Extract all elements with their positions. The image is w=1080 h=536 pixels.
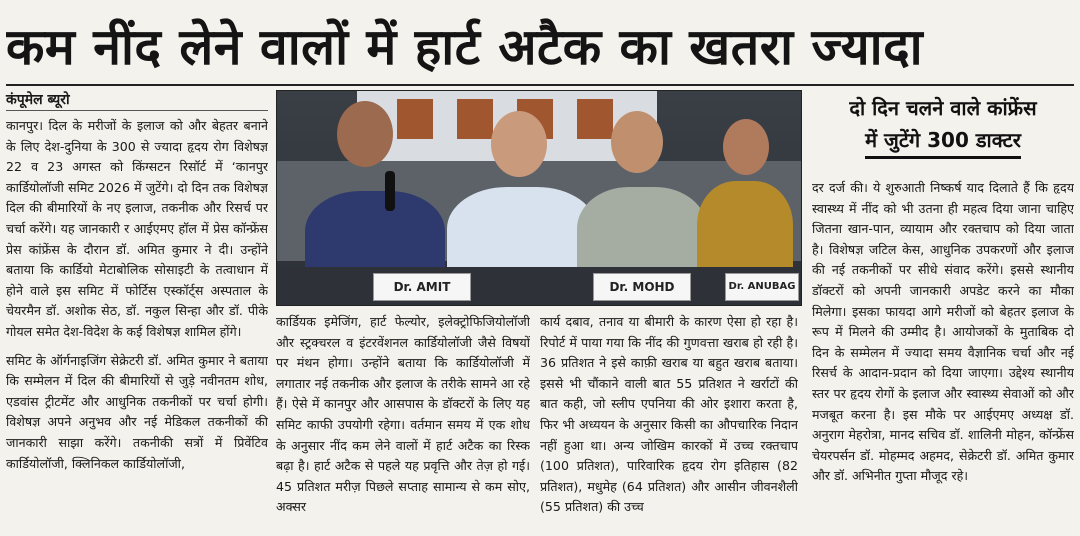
nameplate: Dr. MOHD [593, 273, 691, 301]
article-column-3 [540, 312, 798, 524]
paragraph: समिट के ऑर्गनाइजिंग सेक्रेटरी डॉ. अमित कुमार ने बताया कि सम्मेलन में दिल की बीमारियों से जुड़े नवीनतम शोध, एडवांस ट्रीटमेंट और आधुनिक तकनीकों पर चर्चा होगी। विशेषज्ञ अपने अनुभव और नई मेडिकल तकनीकों की जानकारी साझा करेंगे। तकनीकी सत्रों में प्रिवेंटिव कार्डियोलॉजी, क्लिनिकल कार्डियोलॉजी, [6, 352, 268, 471]
paragraph: कार्य दबाव, तनाव या बीमारी के कारण ऐसा हो रहा है। रिपोर्ट में पाया गया कि नींद की गुणवत्ता खराब हो रही है। 36 प्रतिशत ने इसे काफ़ी खराब या बहुत खराब बताया। इससे भी चौंकाने वाली बात 55 प्रतिशत ने खर्राटों की बात कही, जो स्लीप एपनिया की ओर इशारा करता है, फिर भी अध्ययन के अनुसार किसी का औपचारिक निदान नहीं हुआ था। अन्य जोखिम कारकों में उच्च रक्तचाप (100 प्रतिशत), पारिवारिक हृदय रोग इतिहास (82 प्रतिशत), मधुमेह (64 प्रतिशत) और आसीन जीवनशैली (55 प्रतिशत) की उच्च [540, 314, 798, 515]
nameplate: Dr. AMIT [373, 273, 471, 301]
article-column-1 [6, 116, 268, 526]
person-head [337, 101, 393, 167]
paragraph: कार्डियक इमेजिंग, हार्ट फेल्योर, इलेक्ट्रोफिजियोलॉजी और स्ट्रक्चरल व इंटरवेंशनल कार्डियोलॉजी जैसे विषयों पर मंथन होगा। उन्होंने बताया कि कार्डियोलॉजी में लगातार नई तकनीक और इलाज के तरीके सामने आ रहे हैं। ऐसे में कानपुर और आसपास के डॉक्टरों के लिए यह समिट काफी उपयोगी रहेगा। वर्तमान समय में एक शोध के अनुसार नींद कम लेने वालों में हार्ट अटैक का रिस्क बढ़ा है। हार्ट अटैक से पहले यह प्रवृत्ति और तेज़ हो गई। 45 प्रतिशत मरीज़ पिछले सप्ताह सामान्य से कम सोए, अक्सर [276, 314, 530, 515]
paragraph: दर दर्ज की। ये शुरुआती निष्कर्ष याद दिलाते हैं कि हृदय स्वास्थ्य में नींद को भी उतना ही महत्व दिया जाना चाहिए जितना खान-पान, व्यायाम और रक्तचाप को दिया जाता है। विशेषज्ञ जटिल केस, आधुनिक उपकरणों और इलाज की नई तकनीकों पर सीधे संवाद करेंगे। इससे स्थानीय डॉक्टरों को अपनी जानकारी अपडेट करने का मौका मिलेगा। इसका फायदा आगे मरीजों को बेहतर इलाज के रूप में मिलने की उम्मीद है। आयोजकों के मुताबिक दो दिन के सम्मेलन में ज्यादा समय वैज्ञानिक चर्चा और नई रिसर्च के आदान-प्रदान को दिया जाएगा। उद्देश्य स्थानीय स्तर पर हृदय रोगों के इलाज और स्वास्थ्य सेवाओं को और मजबूत करना है। इस मौके पर आईएमए अध्यक्ष डॉ. अनुराग मेहरोत्रा, मानद सचिव डॉ. शालिनी मोहन, कॉन्फ्रेंस चेयरपर्सन डॉ. मोहम्मद अहमद, सेक्रेटरी डॉ. अमित कुमार और डॉ. अभिनीत गुप्ता मौजूद रहे। [812, 180, 1074, 484]
person-head [491, 111, 547, 177]
conference-table [277, 267, 801, 305]
subheadline-line-2: में जुटेंगे 300 डाक्टर [865, 124, 1021, 159]
headline: कम नींद लेने वालों में हार्ट अटैक का खतरा ज्यादा [6, 10, 1074, 86]
article-column-4 [812, 178, 1074, 524]
person-head [611, 111, 663, 173]
byline: कंपूमेल ब्यूरो [6, 90, 268, 111]
nameplate: Dr. ANUBAG [725, 273, 799, 301]
press-conference-photo [276, 90, 802, 306]
paragraph: कानपुर। दिल के मरीजों के इलाज को और बेहतर बनाने के लिए देश-दुनिया के 300 से ज्यादा हृदय रोग विशेषज्ञ 22 व 23 अगस्त को किंग्सटन रिसॉर्ट में ‘कानपुर कार्डियोलॉजी समिट 2026 में जुटेंगे। दो दिन तक विशेषज्ञ दिल की बीमारियों के नए इलाज, तकनीक और रिसर्च पर चर्चा करेंगे। यह जानकारी र आईएमए हॉल में प्रेस कॉन्फ्रेंस प्रेस कांफ्रेंस के दौरान डॉ. अमित कुमार ने दी। उन्होंने बताया कि कार्डियो मेटाबोलिक सोसाइटी के तत्वाधान में होने वाले इस समिट में फोर्टिस एस्कॉर्ट्स अस्पताल के चेयरमैन डॉ. अशोक सेठ, डॉ. नकुल सिन्हा और डॉ. पीके गोयल समेत देश-विदेश के कई विशेषज्ञ शामिल होंगे। [6, 118, 268, 339]
subheadline [812, 92, 1074, 166]
subheadline-line-1: दो दिन चलने वाले कांफ्रेंस [849, 96, 1037, 120]
person-head [723, 119, 769, 175]
microphone [385, 171, 395, 211]
article-column-2 [276, 312, 530, 524]
